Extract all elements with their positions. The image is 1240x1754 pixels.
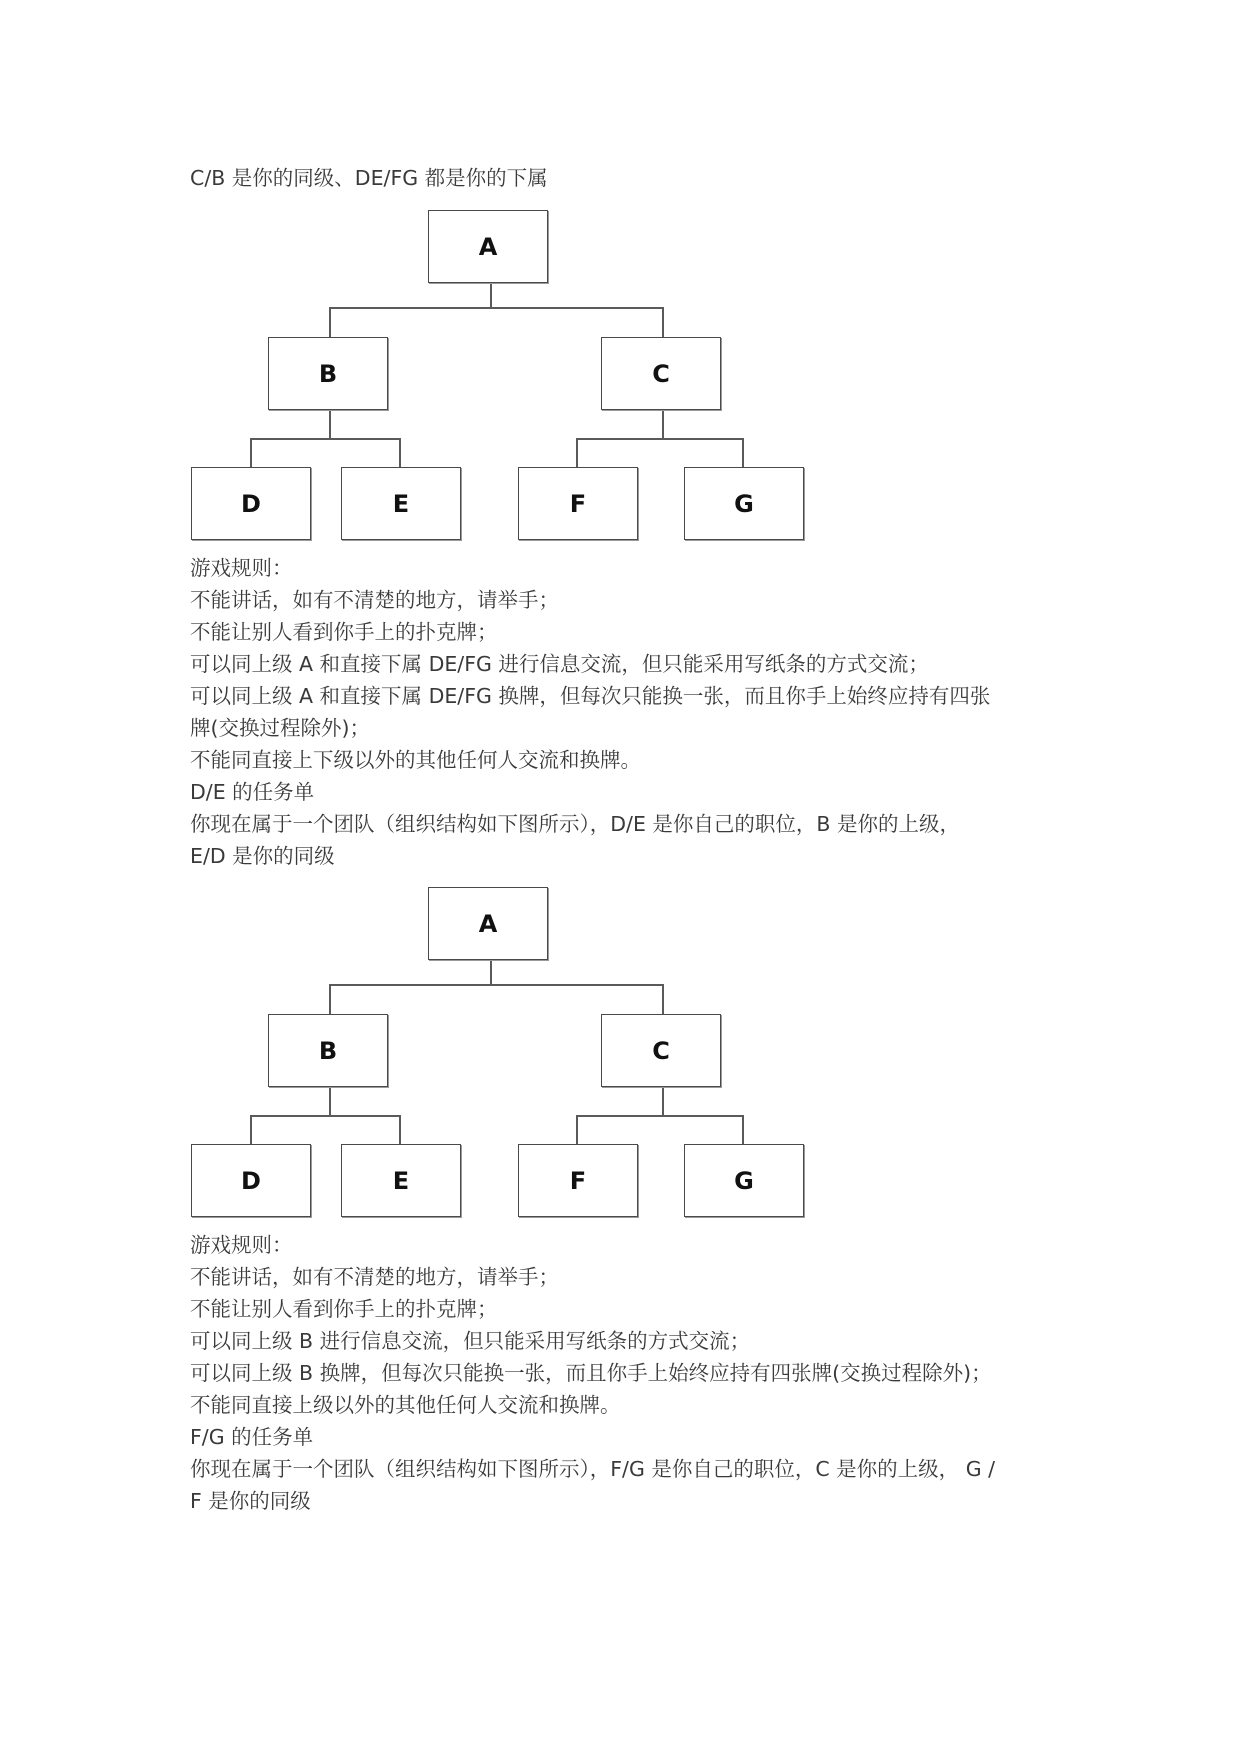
rules-heading: 游戏规则： (190, 556, 293, 580)
org-node-c: C (601, 1014, 721, 1087)
task-text: 你现在属于一个团队（组织结构如下图所示），F/G 是你自己的职位，C 是你的上级， G / (190, 1457, 996, 1481)
rule-line: 可以同上级 A 和直接下属 DE/FG 进行信息交流，但只能采用写纸条的方式交流； (190, 652, 929, 676)
task-heading-fg: F/G 的任务单 (190, 1425, 314, 1449)
task-text: F 是你的同级 (190, 1489, 311, 1513)
rule-line: 不能讲话，如有不清楚的地方，请举手； (190, 1265, 559, 1289)
org-chart-2 (188, 884, 828, 1214)
task-text: E/D 是你的同级 (190, 844, 335, 868)
org-node-e: E (341, 467, 461, 540)
rule-line: 可以同上级 B 换牌，但每次只能换一张，而且你手上始终应持有四张牌(交换过程除外)； (190, 1361, 992, 1385)
org-node-a: A (428, 210, 548, 283)
rule-line: 可以同上级 B 进行信息交流，但只能采用写纸条的方式交流； (190, 1329, 751, 1353)
org-chart-1 (188, 207, 828, 537)
org-node-g: G (684, 467, 804, 540)
rule-line: 不能让别人看到你手上的扑克牌； (190, 620, 498, 644)
task-heading-de: D/E 的任务单 (190, 780, 315, 804)
org-node-e: E (341, 1144, 461, 1217)
org-node-f: F (518, 1144, 638, 1217)
rule-line: 牌(交换过程除外)； (190, 716, 370, 740)
rules-heading: 游戏规则： (190, 1233, 293, 1257)
org-node-a: A (428, 887, 548, 960)
org-node-f: F (518, 467, 638, 540)
rule-line: 不能同直接上下级以外的其他任何人交流和换牌。 (190, 748, 641, 772)
org-node-c: C (601, 337, 721, 410)
task-text: 你现在属于一个团队（组织结构如下图所示），D/E 是你自己的职位，B 是你的上级， (190, 812, 960, 836)
org-node-b: B (268, 1014, 388, 1087)
intro-line: C/B 是你的同级、DE/FG 都是你的下属 (190, 166, 548, 190)
rule-line: 可以同上级 A 和直接下属 DE/FG 换牌，但每次只能换一张，而且你手上始终应持有四张 (190, 684, 991, 708)
org-node-d: D (191, 1144, 311, 1217)
rule-line: 不能同直接上级以外的其他任何人交流和换牌。 (190, 1393, 621, 1417)
org-node-b: B (268, 337, 388, 410)
rule-line: 不能让别人看到你手上的扑克牌； (190, 1297, 498, 1321)
rule-line: 不能讲话，如有不清楚的地方，请举手； (190, 588, 559, 612)
org-node-d: D (191, 467, 311, 540)
org-node-g: G (684, 1144, 804, 1217)
